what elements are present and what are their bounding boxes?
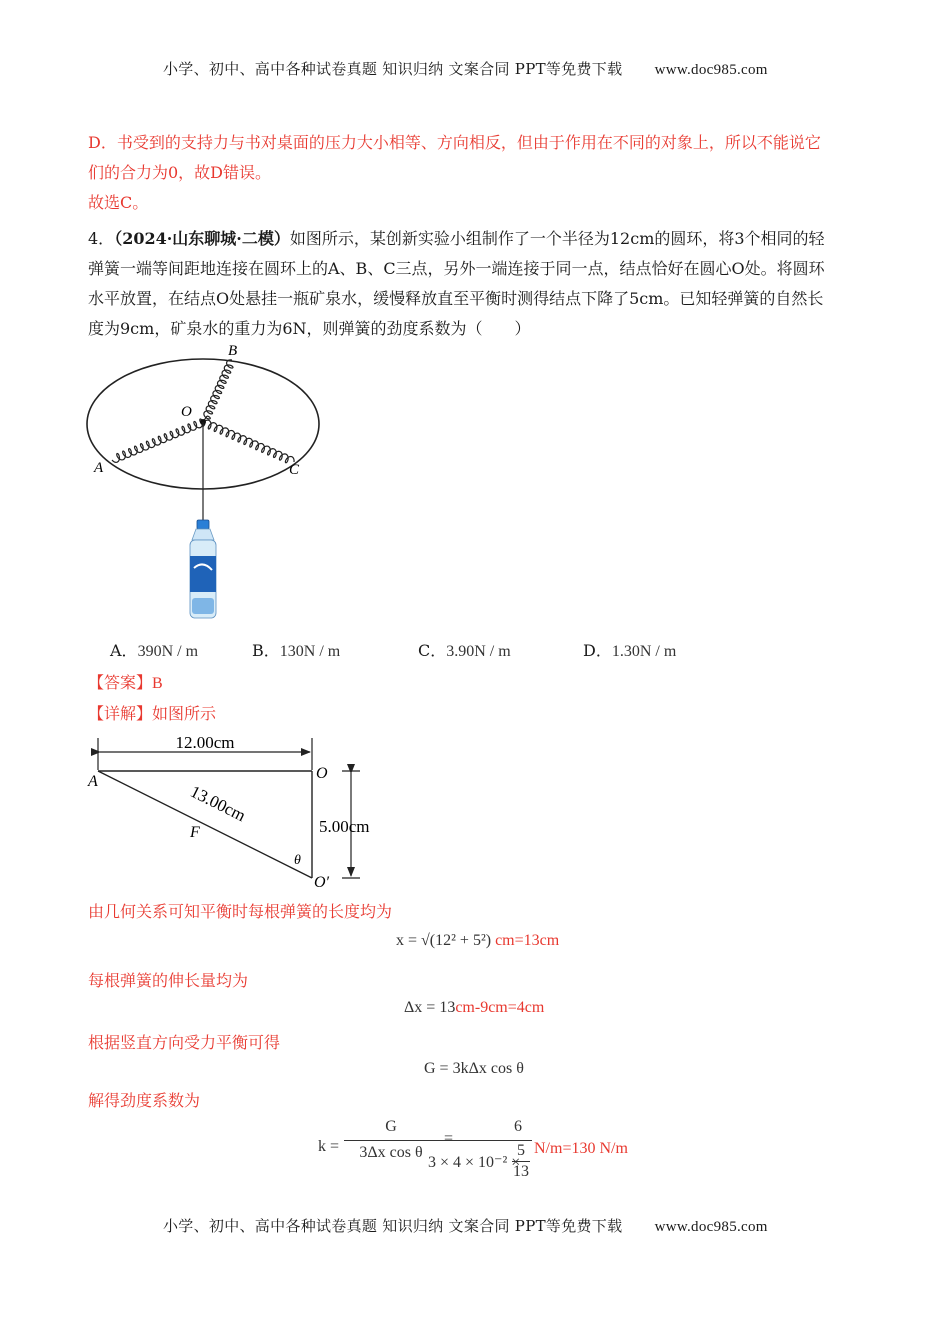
- question-text-line: 如图所示，某创新实验小组制作了一个半径为12cm的圆环，将3个相同的轻: [289, 229, 825, 248]
- formula-rhs: cm=13cm: [495, 932, 560, 949]
- formula-lhs: x = √(12² + 5²): [396, 932, 492, 949]
- spring-oa: [112, 419, 203, 462]
- fraction-1-numerator: G: [385, 1118, 397, 1135]
- label-theta: θ: [294, 853, 301, 868]
- option-c[interactable]: [418, 638, 511, 661]
- label-f: F: [190, 824, 200, 841]
- triangle-figure: [80, 728, 390, 893]
- answer-label: 【答案】: [88, 673, 153, 692]
- option-value: 3.90N / m: [446, 643, 511, 660]
- solution-step-4: 解得劲度系数为: [88, 1091, 201, 1110]
- water-bottle-icon: [190, 520, 216, 618]
- detail-text: 如图所示: [152, 704, 217, 723]
- formula-k: k =: [318, 1138, 340, 1155]
- inner-fraction-numerator: 5: [517, 1142, 525, 1159]
- option-value: 390N / m: [137, 643, 199, 660]
- option-b[interactable]: [252, 638, 340, 661]
- spring-ob: [203, 360, 233, 422]
- label-c: C: [289, 462, 300, 478]
- header-site-link[interactable]: www.doc985.com: [654, 62, 768, 78]
- formula-1: [396, 932, 559, 950]
- question-text-line: 弹簧一端等间距地连接在圆环上的A、B、C三点，另外一端连接于同一点，结点恰好在圆心O处。将圆环: [88, 259, 825, 278]
- option-letter: D．: [583, 641, 612, 660]
- spring-ring-figure: [80, 340, 330, 625]
- detail-line: [88, 702, 216, 726]
- choose-answer: 故选C。: [88, 193, 149, 212]
- fraction-2-numerator: 6: [514, 1118, 522, 1135]
- question-text-line: 水平放置，在结点O处悬挂一瓶矿泉水，缓慢释放直至平衡时测得结点下降了5cm。已知轻弹簧的自然长: [88, 289, 824, 308]
- question-number: 4．: [88, 229, 115, 248]
- footer-text: 小学、初中、高中各种试卷真题 知识归纳 文案合同 PPT等免费下载: [163, 1217, 623, 1235]
- question-source: （2024·山东聊城·二模）: [114, 229, 290, 248]
- solution-step-1: 由几何关系可知平衡时每根弹簧的长度均为: [88, 902, 393, 921]
- solution-step-3: 根据竖直方向受力平衡可得: [88, 1033, 281, 1052]
- option-letter: B．: [252, 641, 280, 660]
- hypotenuse-label: 13.00cm: [187, 781, 249, 826]
- answer-line: [88, 671, 163, 696]
- fraction-1-denominator: 3Δx cos θ: [359, 1144, 423, 1161]
- option-letter: A．: [110, 641, 138, 660]
- question-4: [88, 224, 878, 344]
- spring-oc: [202, 420, 294, 463]
- solution-step-2: 每根弹簧的伸长量均为: [88, 971, 249, 990]
- label-a2: A: [88, 773, 98, 790]
- label-a: A: [94, 460, 104, 476]
- explanation-line: D．书受到的支持力与书对桌面的压力大小相等、方向相反，但由于作用在不同的对象上，所以不能说它: [88, 133, 821, 152]
- header-text: 小学、初中、高中各种试卷真题 知识归纳 文案合同 PPT等免费下载: [163, 60, 623, 78]
- option-letter: C．: [418, 641, 447, 660]
- formula-lhs: Δx = 13: [404, 999, 456, 1016]
- option-a[interactable]: [110, 638, 198, 661]
- page-footer: [163, 1215, 768, 1236]
- option-d-explanation: [88, 131, 878, 215]
- option-value: 1.30N / m: [611, 643, 677, 660]
- label-o-prime: O′: [314, 874, 330, 891]
- formula-rhs: cm-9cm=4cm: [455, 999, 545, 1016]
- option-d[interactable]: [583, 638, 676, 661]
- footer-site-link[interactable]: www.doc985.com: [654, 1219, 768, 1235]
- question-text-line: 度为9cm，矿泉水的重力为6N，则弹簧的劲度系数为（ ）: [88, 319, 531, 338]
- formula-result: N/m=130 N/m: [534, 1140, 628, 1157]
- top-dimension-label: 12.00cm: [175, 733, 235, 752]
- side-dimension-label: 5.00cm: [319, 817, 370, 836]
- label-o: O: [181, 404, 192, 420]
- page-header: [163, 58, 768, 79]
- formula-2: [404, 999, 544, 1017]
- detail-label: 【详解】: [88, 704, 153, 723]
- answer-value: B: [152, 675, 163, 692]
- label-b: B: [228, 343, 238, 359]
- formula-equals: =: [444, 1130, 454, 1147]
- inner-fraction-denominator: 13: [513, 1163, 529, 1180]
- formula-3: G = 3kΔx cos θ: [424, 1060, 524, 1077]
- fraction-2-denominator: 3 × 4 × 10⁻² ×: [428, 1154, 521, 1171]
- option-value: 130N / m: [279, 643, 341, 660]
- explanation-line: 们的合力为0，故D错误。: [88, 163, 272, 182]
- label-o2-top: O: [316, 765, 328, 782]
